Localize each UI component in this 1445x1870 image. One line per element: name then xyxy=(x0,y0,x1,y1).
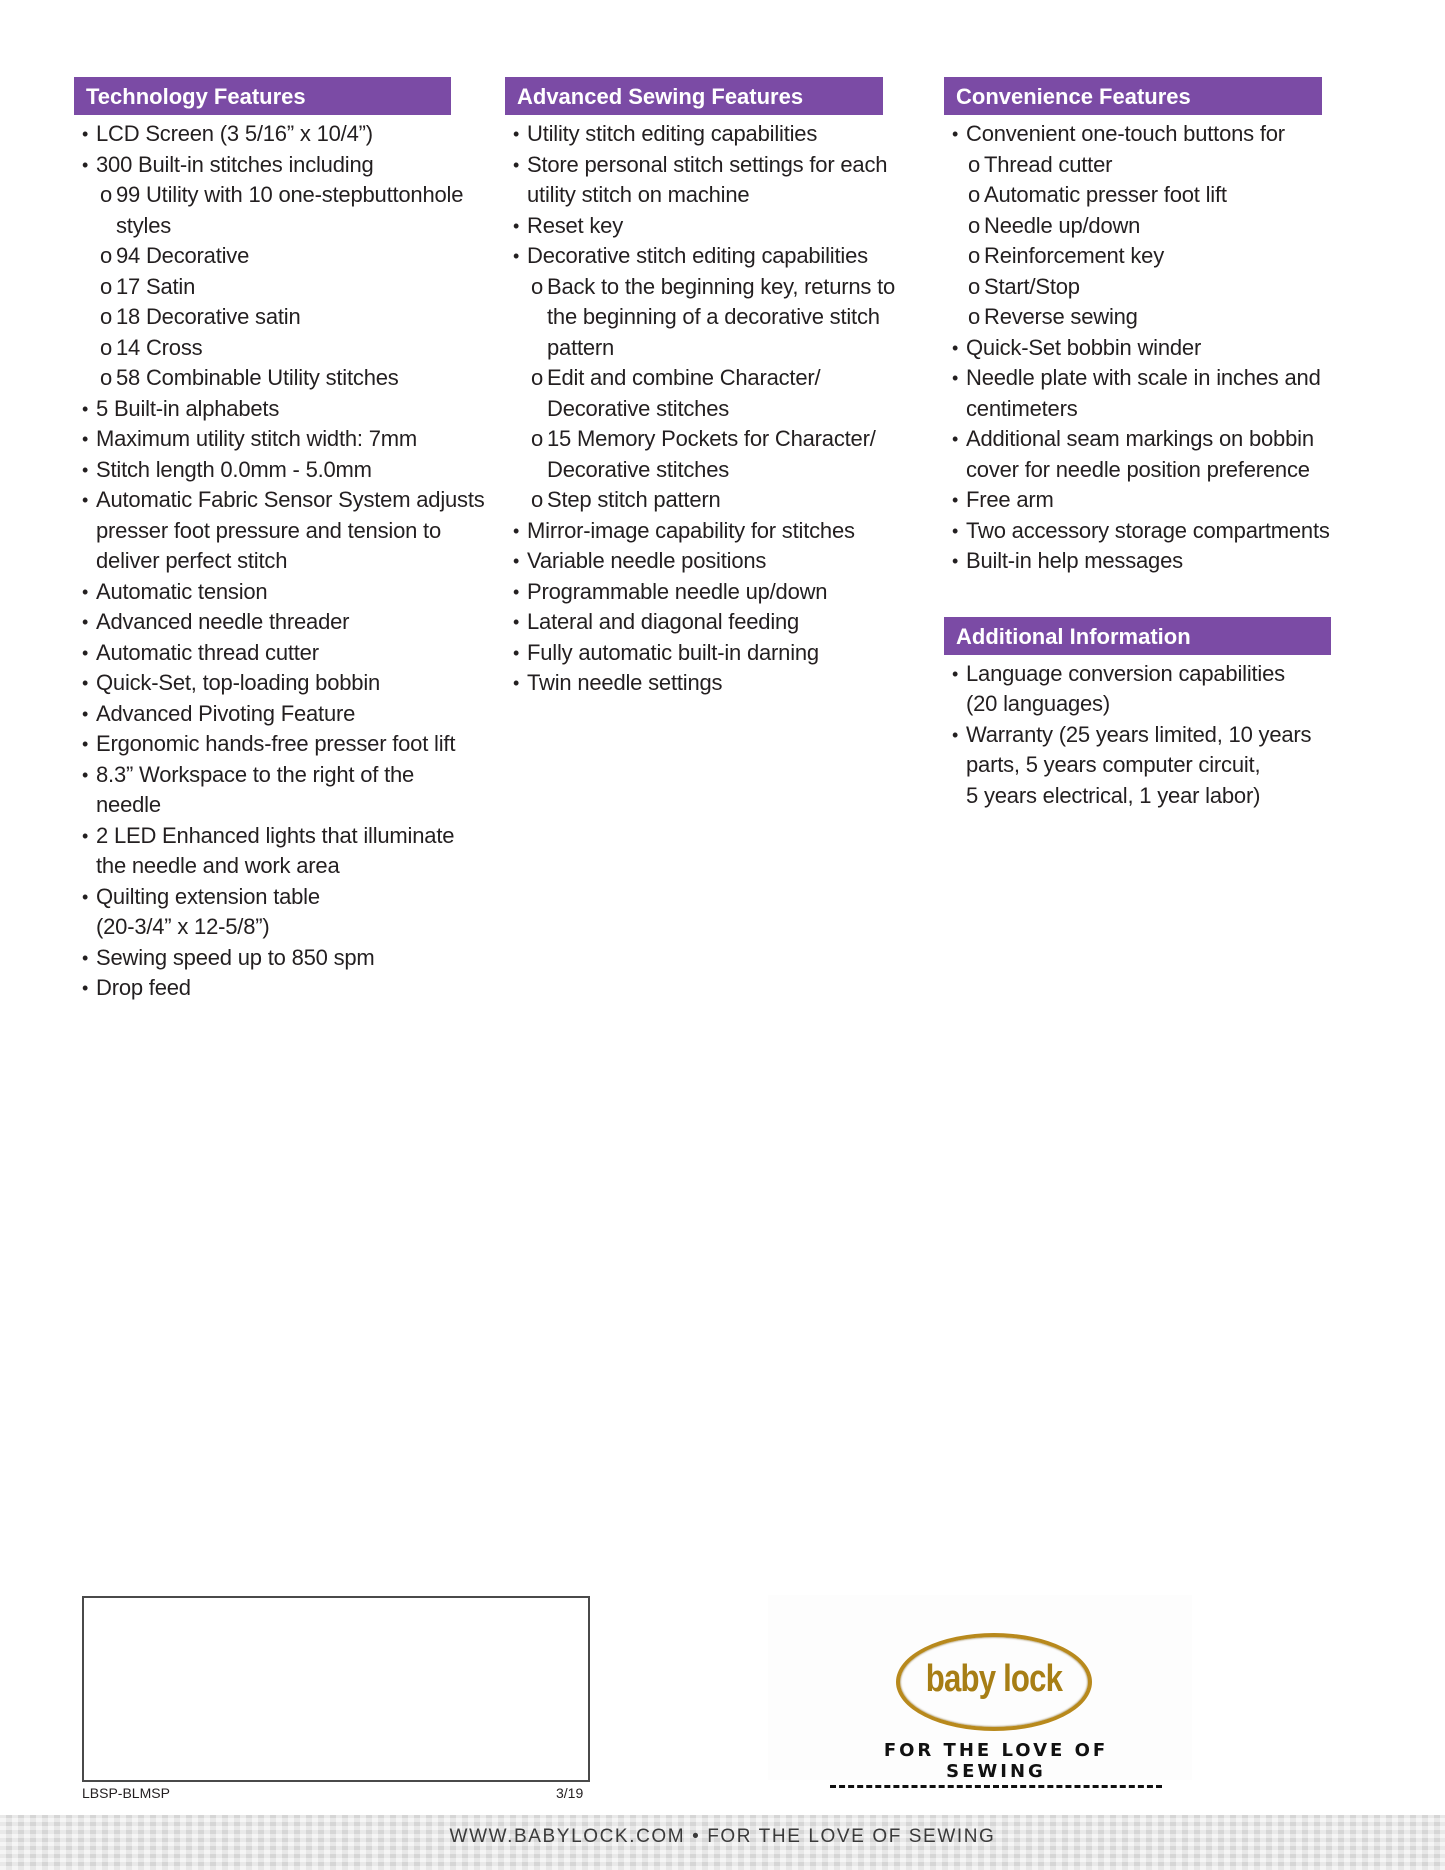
feature-item xyxy=(505,546,945,577)
feature-text-line: o 58 Combinable Utility stitches xyxy=(116,365,399,390)
feature-item xyxy=(74,577,514,608)
feature-text-line: • Language conversion capabilities xyxy=(966,660,1285,686)
feature-text-line: styles xyxy=(116,212,172,238)
feature-text-line: o Step stitch pattern xyxy=(547,487,721,512)
feature-item xyxy=(74,150,514,181)
feature-text-line: o Back to the beginning key, returns to xyxy=(547,273,896,299)
column-convenience xyxy=(944,77,1384,811)
feature-text-line: • Utility stitch editing capabilities xyxy=(527,121,818,146)
column-advanced-sewing xyxy=(505,77,945,699)
feature-text-line: • Needle plate with scale in inches and xyxy=(966,365,1321,390)
feature-text-line: o Start/Stop xyxy=(984,273,1080,299)
section-header-technology-features: Technology Features xyxy=(74,77,451,115)
sub-feature-item xyxy=(74,302,514,333)
sub-feature-item xyxy=(505,424,945,485)
sub-feature-item xyxy=(944,150,1384,181)
feature-text-line: o Reinforcement key xyxy=(984,243,1165,268)
feature-text-line: needle xyxy=(96,792,161,817)
feature-text-line: • Lateral and diagonal feeding xyxy=(527,609,800,634)
feature-text-line: • Automatic thread cutter xyxy=(96,639,319,665)
feature-text-line: pattern xyxy=(547,334,615,360)
sub-feature-item xyxy=(505,485,945,516)
feature-text-line: • Automatic tension xyxy=(96,578,268,604)
feature-text-line: o 94 Decorative xyxy=(116,243,250,268)
feature-text-line: • 8.3” Workspace to the right of the xyxy=(96,761,415,787)
feature-text-line: • 2 LED Enhanced lights that illuminate xyxy=(96,822,455,848)
feature-item xyxy=(74,882,514,943)
sub-feature-item xyxy=(944,272,1384,303)
sub-feature-item xyxy=(505,272,945,364)
feature-text-line: • Mirror-image capability for stitches xyxy=(527,517,855,543)
section-header-convenience-features: Convenience Features xyxy=(944,77,1322,115)
feature-text-line: o Automatic presser foot lift xyxy=(984,182,1227,207)
feature-text-line: • Two accessory storage compartments xyxy=(966,517,1330,543)
feature-item xyxy=(74,638,514,669)
feature-text-line: o 15 Memory Pockets for Character/ xyxy=(547,426,876,451)
feature-text-line: o Reverse sewing xyxy=(984,304,1138,329)
feature-text-line: • Additional seam markings on bobbin xyxy=(966,426,1314,451)
feature-text-line: the needle and work area xyxy=(96,853,340,878)
feature-text-line: • Stitch length 0.0mm - 5.0mm xyxy=(96,456,372,482)
feature-item xyxy=(74,729,514,760)
feature-item xyxy=(505,241,945,272)
feature-text-line: • Ergonomic hands-free presser foot lift xyxy=(96,731,456,756)
feature-text-line: • Warranty (25 years limited, 10 years xyxy=(966,721,1312,747)
feature-text-line: presser foot pressure and tension to xyxy=(96,517,442,543)
feature-item xyxy=(944,119,1384,150)
feature-item xyxy=(944,516,1384,547)
feature-text-line: cover for needle position preference xyxy=(966,456,1310,482)
feature-text-line: Decorative stitches xyxy=(547,395,730,421)
feature-text-line: • Automatic Fabric Sensor System adjusts xyxy=(96,487,485,512)
feature-item xyxy=(505,607,945,638)
feature-text-line: o Thread cutter xyxy=(984,151,1113,177)
feature-text-line: • 300 Built-in stitches including xyxy=(96,151,374,177)
column-technology xyxy=(74,77,514,1004)
feature-item xyxy=(505,119,945,150)
document-code: LBSP-BLMSP xyxy=(82,1785,170,1801)
sub-feature-item xyxy=(74,363,514,394)
feature-item xyxy=(74,699,514,730)
feature-text-line: • Fully automatic built-in darning xyxy=(527,639,819,665)
feature-text-line: • Free arm xyxy=(966,487,1054,512)
feature-item xyxy=(74,943,514,974)
feature-text-line: o 99 Utility with 10 one-stepbuttonhole xyxy=(116,182,464,207)
feature-text-line: o Edit and combine Character/ xyxy=(547,365,821,390)
feature-text-line: • Twin needle settings xyxy=(527,670,723,695)
sub-feature-item xyxy=(74,272,514,303)
dealer-imprint-box xyxy=(82,1596,590,1782)
feature-text-line: utility stitch on machine xyxy=(527,182,750,207)
feature-text-line: • Sewing speed up to 850 spm xyxy=(96,944,375,970)
logo-tagline: FOR THE LOVE OF SEWING xyxy=(830,1740,1162,1788)
feature-item xyxy=(74,119,514,150)
feature-text-line: • Programmable needle up/down xyxy=(527,578,828,604)
feature-item xyxy=(944,659,1384,720)
feature-item xyxy=(74,668,514,699)
feature-text-line: Decorative stitches xyxy=(547,456,730,482)
feature-item xyxy=(505,516,945,547)
feature-item xyxy=(74,394,514,425)
feature-text-line: o 14 Cross xyxy=(116,334,203,360)
brand-logo xyxy=(768,1595,1192,1780)
sub-feature-item xyxy=(944,211,1384,242)
feature-text-line: centimeters xyxy=(966,395,1078,421)
sub-feature-item xyxy=(944,302,1384,333)
feature-text-line: (20 languages) xyxy=(966,691,1110,716)
feature-text-line: • Drop feed xyxy=(96,975,191,1000)
feature-text-line: o Needle up/down xyxy=(984,212,1141,238)
feature-text-line: • Advanced Pivoting Feature xyxy=(96,700,356,726)
feature-item xyxy=(505,211,945,242)
feature-item xyxy=(505,638,945,669)
feature-item xyxy=(74,760,514,821)
section-spacer xyxy=(944,577,1384,617)
feature-list-additional-information xyxy=(944,659,1384,812)
footer-website-text: WWW.BABYLOCK.COM • FOR THE LOVE OF SEWING xyxy=(449,1826,996,1847)
feature-text-line: o 17 Satin xyxy=(116,273,196,299)
sub-feature-item xyxy=(74,241,514,272)
feature-list-technology xyxy=(74,119,514,1004)
feature-item xyxy=(944,485,1384,516)
feature-item xyxy=(944,333,1384,364)
feature-item xyxy=(74,424,514,455)
feature-text-line: 5 years electrical, 1 year labor) xyxy=(966,782,1261,808)
feature-text-line: • Reset key xyxy=(527,212,624,238)
feature-text-line: • Store personal stitch settings for each xyxy=(527,151,888,177)
feature-text-line: • Convenient one-touch buttons for xyxy=(966,121,1285,146)
feature-text-line: • Quick-Set bobbin winder xyxy=(966,334,1202,360)
feature-item xyxy=(505,150,945,211)
feature-text-line: deliver perfect stitch xyxy=(96,548,288,573)
feature-list-convenience xyxy=(944,119,1384,577)
feature-item xyxy=(505,668,945,699)
feature-item xyxy=(74,973,514,1004)
feature-text-line: • Quick-Set, top-loading bobbin xyxy=(96,670,381,695)
feature-text-line: (20-3/4” x 12-5/8”) xyxy=(96,914,270,939)
sub-feature-item xyxy=(944,241,1384,272)
feature-list-advanced-sewing xyxy=(505,119,945,699)
feature-text-line: • Advanced needle threader xyxy=(96,609,350,634)
feature-item xyxy=(944,363,1384,424)
feature-text-line: • 5 Built-in alphabets xyxy=(96,395,280,421)
feature-item xyxy=(74,455,514,486)
sub-feature-item xyxy=(505,363,945,424)
feature-item xyxy=(944,546,1384,577)
sub-feature-item xyxy=(74,180,514,241)
feature-text-line: • Maximum utility stitch width: 7mm xyxy=(96,426,418,451)
feature-text-line: • LCD Screen (3 5/16” x 10/4”) xyxy=(96,121,373,146)
feature-item xyxy=(944,720,1384,812)
logo-brand-name: baby lock xyxy=(925,1658,1063,1700)
feature-text-line: • Built-in help messages xyxy=(966,548,1183,573)
feature-item xyxy=(74,485,514,577)
document-date: 3/19 xyxy=(556,1785,584,1801)
feature-text-line: parts, 5 years computer circuit, xyxy=(966,752,1261,777)
section-header-additional-information: Additional Information xyxy=(944,617,1331,655)
feature-text-line: • Variable needle positions xyxy=(527,548,767,573)
feature-item xyxy=(74,607,514,638)
section-header-advanced-sewing-features: Advanced Sewing Features xyxy=(505,77,883,115)
feature-text-line: the beginning of a decorative stitch xyxy=(547,304,880,329)
sub-feature-item xyxy=(74,333,514,364)
feature-item xyxy=(944,424,1384,485)
feature-text-line: o 18 Decorative satin xyxy=(116,304,301,329)
feature-text-line: • Decorative stitch editing capabilities xyxy=(527,243,868,268)
feature-text-line: • Quilting extension table xyxy=(96,883,320,909)
sub-feature-item xyxy=(944,180,1384,211)
feature-item xyxy=(505,577,945,608)
feature-item xyxy=(74,821,514,882)
